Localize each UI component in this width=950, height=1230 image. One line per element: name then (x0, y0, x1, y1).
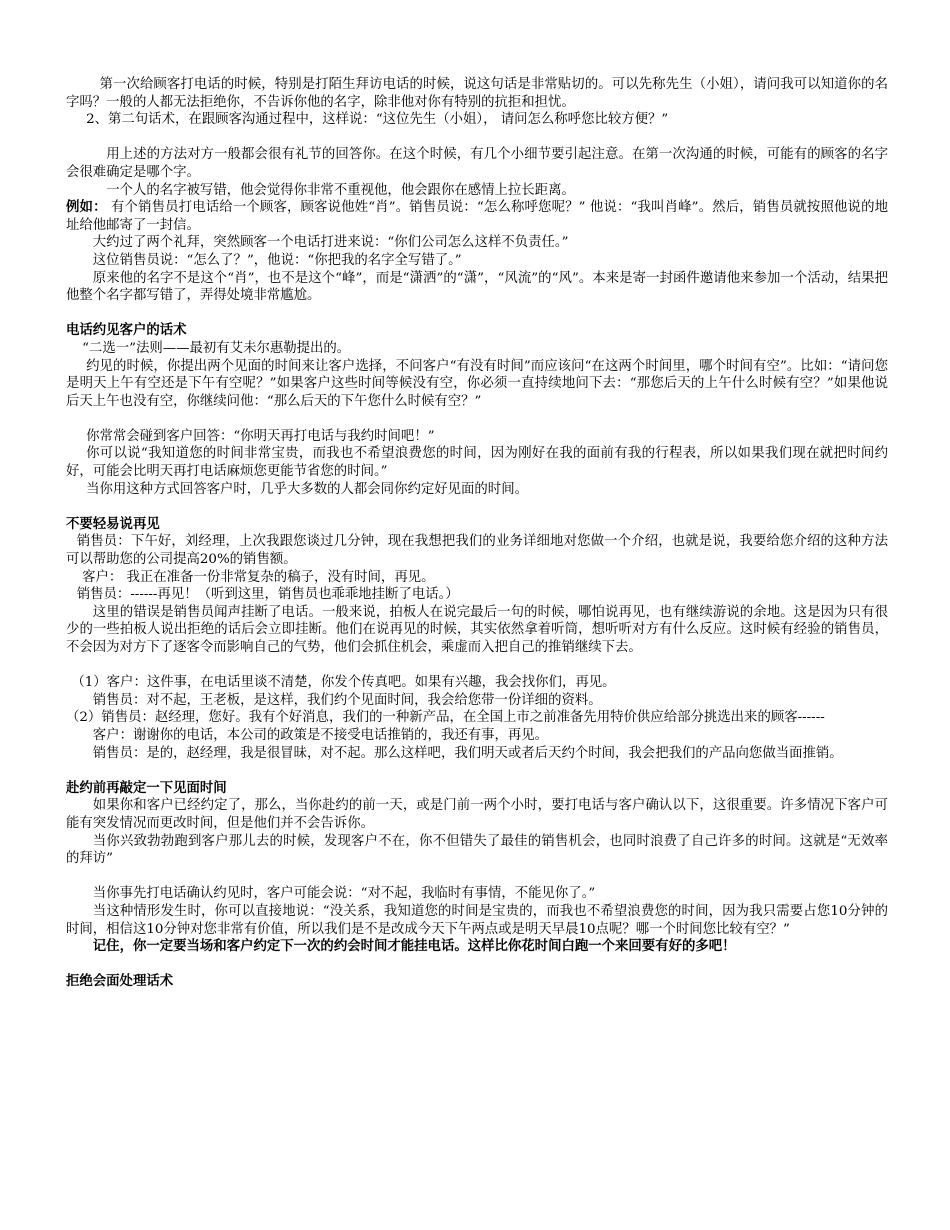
paragraph: 大约过了两个礼拜，突然顾客一个电话打进来说：“你们公司怎么这样不负责任。” (92, 235, 569, 251)
paragraph: 客户： 我正在准备一份非常复杂的稿子，没有时间，再见。 (82, 569, 435, 585)
paragraph-spacer (66, 657, 888, 675)
paragraph: 你常常会碰到客户回答：“你明天再打电话与我约时间吧！” (86, 428, 435, 444)
paragraph-spacer (66, 129, 888, 147)
paragraph: 销售员：对不起，王老板，是这样，我们约个见面时间，我会给您带一份详细的资料。 (92, 692, 602, 708)
section-heading: 拒绝会面处理话术 (66, 973, 174, 990)
paragraph: 销售员：下午好，刘经理，上次我跟您谈过几分钟，现在我想把我们的业务详细地对您做一个介绍，也就是说，我要给您介绍的这种方法可以帮助您的公司提高20%的销售额。 (66, 534, 888, 568)
paragraph: 第一次给顾客打电话的时候，特别是打陌生拜访电话的时候，说这句话是非常贴切的。可以先称先生（小姐），请问我可以知道你的名字吗？一般的人都无法拒绝你，不告诉你他的名字，除非他对你有特别的抗拒和担忧。 (66, 77, 888, 110)
paragraph: 客户：谢谢你的电话，本公司的政策是不接受电话推销的，我还有事，再见。 (92, 727, 549, 743)
section-heading: 不要轻易说再见 (66, 515, 160, 532)
paragraph: （1）客户：这件事，在电话里谈不清楚，你发个传真吧。如果有兴趣，我会找你们，再见。 (71, 675, 616, 691)
paragraph: 销售员：------再见！（听到这里，销售员也乖乖地挂断了电话。） (76, 587, 459, 603)
paragraph: 你可以说“我知道您的时间非常宝贵，而我也不希望浪费您的时间，因为刚好在我的面前有我的行程表，所以如果我们现在就把时间约好，可能会比明天再打电话麻烦您更能节省您的时间。” (66, 446, 888, 480)
paragraph: 原来他的名字不是这个“肖”，也不是这个“峰”，而是“潇洒”的“潇”，“风流”的“风”。本来是寄一封函件邀请他来参加一个活动，结果把他整个名字都写错了，弄得处境非常尴尬。 (66, 270, 888, 304)
paragraph-spacer (66, 956, 888, 974)
paragraph: “二选一”法则——最初有艾未尔惠勒提出的。 (82, 340, 351, 356)
example-label: 例如： (66, 199, 107, 216)
paragraph-spacer (66, 305, 888, 323)
document-body (66, 76, 888, 991)
paragraph: （2）销售员：赵经理，您好。我有个好消息，我们的一种新产品，在全国上市之前准备先用特价供应给部分挑选出来的顾客------ (66, 710, 825, 726)
paragraph: 约见的时候，你提出两个见面的时间来让客户选择，不问客户“有没有时间”而应该问“在这两个时间里，哪个时间有空”。比如：“请问您是明天上午有空还是下午有空呢？”如果客户这些时间等候没有空，你必须一直持续地问下去：“那您后天的上午什么时候有空？”如果他说后天上午也没有空，你继续问他：“那么后天的下午您什么时候有空？” (66, 358, 888, 409)
paragraph: 当你用这种方式回答客户时，几乎大多数的人都会同你约定好见面的时间。 (86, 481, 528, 497)
paragraph: 当你兴致勃勃跑到客户那儿去的时候，发现客户不在，你不但错失了最佳的销售机会，也同时浪费了自己许多的时间。这就是“无效率的拜访” (66, 833, 888, 867)
paragraph-spacer (66, 498, 888, 516)
paragraph-spacer (66, 762, 888, 780)
paragraph-spacer (66, 410, 888, 428)
paragraph: 这里的错误是销售员闻声挂断了电话。一般来说，拍板人在说完最后一句的时候，哪怕说再见，也有继续游说的余地。这是因为只有很少的一些拍板人说出拒绝的话后会立即挂断。他们在说再见的时候，其实依然拿着听筒，想听听对方有什么反应。这时候有经验的销售员，不会因为对方下了逐客令而影响自己的气势，他们会抓住机会，乘虚而入把自己的推销继续下去。 (66, 604, 888, 655)
paragraph: 这位销售员说：“怎么了？”，他说：“你把我的名字全写错了。” (92, 252, 462, 268)
section-heading: 赴约前再敲定一下见面时间 (66, 779, 227, 796)
paragraph: 当你事先打电话确认约见时，客户可能会说：“对不起，我临时有事情，不能见你了。” (92, 886, 596, 902)
paragraph: 销售员：是的，赵经理，我是很冒昧，对不起。那么这样吧，我们明天或者后天约个时间，我会把我们的产品向您做当面推销。 (92, 745, 843, 761)
paragraph: 如果你和客户已经约定了，那么，当你赴约的前一天，或是门前一两个小时，要打电话与客户确认以下，这很重要。许多情况下客户可能有突发情况而更改时间，但是他们并不会告诉你。 (66, 798, 888, 831)
paragraph: 记住，你一定要当场和客户约定下一次的约会时间才能挂电话。这样比你花时间白跑一个来回要有好的多吧！ (92, 938, 736, 955)
paragraph-spacer (66, 868, 888, 886)
paragraph: 当这种情形发生时，你可以直接地说：“没关系，我知道您的时间是宝贵的，而我也不希望浪费您的时间，因为我只需要占您10分钟的时间，相信这10分钟对您非常有价值，所以我们是不是改成今天下午两点或是明天早晨10点呢？哪一个时间您比较有空？” (66, 903, 888, 937)
paragraph: 一个人的名字被写错，他会觉得你非常不重视他，他会跟你在感情上拉长距离。 (106, 182, 575, 198)
paragraph: 2、第二句话术，在跟顾客沟通过程中，这样说：“这位先生（小姐）， 请问怎么称呼您比较方便？” (86, 112, 669, 128)
paragraph-text: 有个销售员打电话给一个顾客，顾客说他姓“肖”。销售员说：“怎么称呼您呢？” 他说：“我叫肖峰”。然后，销售员就按照他说的地址给他邮寄了一封信。 (66, 200, 888, 233)
section-heading: 电话约见客户的话术 (66, 322, 187, 339)
paragraph (66, 199, 888, 234)
paragraph: 用上述的方法对方一般都会很有礼节的回答你。在这个时候，有几个小细节要引起注意。在第一次沟通的时候，可能有的顾客的名字会很难确定是哪个字。 (66, 147, 888, 180)
